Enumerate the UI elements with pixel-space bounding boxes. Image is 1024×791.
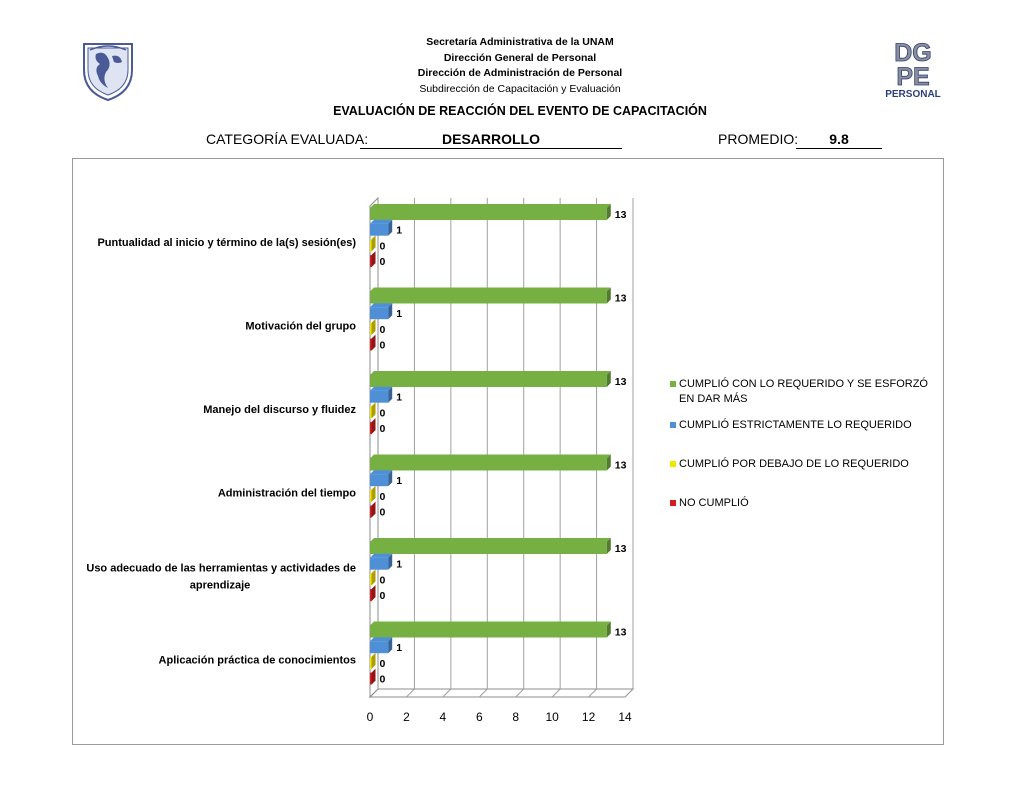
data-label: 13 (614, 292, 627, 305)
data-label: 13 (614, 459, 627, 472)
bar-top-face (370, 622, 611, 626)
data-label: 0 (379, 574, 386, 587)
bar (370, 459, 607, 471)
category-label: Manejo del discurso y fluidez (203, 404, 356, 416)
bar-end-face (372, 319, 376, 335)
bar (370, 208, 607, 220)
category-label: CATEGORÍA EVALUADA: (206, 131, 369, 147)
document-title: EVALUACIÓN DE REACCIÓN DEL EVENTO DE CAPACITACIÓN (333, 104, 707, 118)
bar (370, 224, 388, 236)
x-tick-label: 14 (618, 710, 632, 724)
category-label: Puntualidad al inicio y término de la(s) sesión(es) (97, 237, 356, 249)
data-label: 13 (614, 376, 627, 388)
data-label: 0 (379, 339, 386, 352)
x-tick-label: 10 (545, 710, 559, 724)
x-tick-label: 6 (475, 710, 483, 724)
category-label: aprendizaje (189, 579, 251, 592)
gridline-floor (406, 689, 414, 697)
bar (370, 339, 372, 351)
category-label: Uso adecuado de las herramientas y actividades de (86, 562, 356, 575)
data-label: 13 (614, 209, 627, 221)
legend-swatch-yellow (670, 461, 676, 467)
legend-label: NO CUMPLIÓ (679, 497, 749, 509)
data-label: 0 (379, 490, 386, 503)
data-label: 1 (396, 391, 403, 404)
chart-floor (370, 689, 633, 697)
gridline-floor (516, 689, 524, 697)
header-line-1: Secretaría Administrativa de la UNAM (426, 36, 614, 48)
bar (370, 307, 388, 319)
bar-top-face (370, 371, 611, 375)
bar (370, 391, 388, 403)
average-value: 9.8 (796, 131, 882, 149)
data-label: 0 (379, 323, 386, 336)
bar-end-face (372, 418, 376, 434)
legend-swatch-green (670, 381, 676, 387)
data-label: 0 (379, 256, 386, 269)
x-tick-label: 8 (512, 710, 520, 724)
bar (370, 506, 372, 518)
data-label: 0 (379, 506, 386, 519)
bar (370, 406, 372, 418)
bar-end-face (372, 486, 376, 502)
legend-label: CUMPLIÓ ESTRICTAMENTE LO REQUERIDO (679, 419, 912, 431)
data-label: 0 (379, 673, 386, 686)
bar (370, 490, 372, 502)
bar (370, 558, 388, 570)
legend-swatch-blue (670, 422, 676, 428)
logo-dg-text: DG (894, 39, 932, 67)
bar-top-face (370, 288, 611, 292)
data-label: 1 (396, 475, 403, 488)
x-tick-label: 4 (439, 710, 447, 724)
logo-pe-text: PE (896, 63, 930, 91)
bar (370, 573, 372, 585)
x-tick-label: 2 (403, 710, 410, 724)
data-label: 0 (379, 407, 386, 420)
header-line-4: Subdirección de Capacitación y Evaluación (419, 82, 621, 95)
data-label: 1 (396, 642, 403, 655)
bar (370, 375, 607, 387)
category-label: Motivación del grupo (245, 320, 356, 333)
bar (370, 239, 372, 251)
bar (370, 641, 388, 653)
data-label: 1 (396, 224, 403, 237)
bar-end-face (372, 569, 376, 585)
bar-end-face (372, 251, 376, 267)
bar-end-face (372, 585, 376, 601)
data-label: 0 (379, 423, 386, 436)
bar (370, 542, 607, 554)
gridline-floor (443, 689, 451, 697)
x-tick-label: 0 (366, 710, 374, 724)
category-value: DESARROLLO (360, 131, 622, 149)
data-label: 13 (614, 543, 627, 555)
data-label: 0 (379, 590, 386, 603)
gridline-floor (479, 689, 487, 697)
data-label: 1 (396, 558, 403, 571)
bar-end-face (372, 653, 376, 669)
bar (370, 255, 372, 267)
data-label: 13 (614, 626, 627, 639)
bar (370, 673, 372, 685)
gridline-floor (552, 689, 560, 697)
legend-label: CUMPLIÓ CON LO REQUERIDO Y SE ESFORZÓ EN DAR MÁS (679, 378, 928, 405)
legend-label: CUMPLIÓ POR DEBAJO DE LO REQUERIDO (679, 458, 909, 470)
category-label: Aplicación práctica de conocimientos (158, 654, 356, 667)
gridline-floor (625, 689, 633, 697)
bar (370, 292, 607, 304)
bar-end-face (372, 335, 376, 351)
bar (370, 657, 372, 669)
bar-end-face (372, 402, 376, 418)
bar-top-face (370, 455, 611, 459)
bar (370, 474, 388, 486)
bar (370, 626, 607, 638)
data-label: 0 (379, 657, 386, 670)
gridline-floor (589, 689, 597, 697)
header-line-2: Dirección General de Personal (443, 51, 597, 64)
x-tick-label: 12 (581, 710, 596, 724)
header-line-3: Dirección de Administración de Personal (417, 67, 623, 79)
bar-end-face (372, 502, 376, 518)
logo-personal-text: PERSONAL (885, 89, 941, 100)
bar (370, 323, 372, 335)
bar-top-face (370, 204, 611, 208)
bar-end-face (372, 669, 376, 685)
category-label: Administración del tiempo (217, 487, 356, 500)
bar (370, 589, 372, 601)
bar-end-face (372, 235, 376, 251)
average-label: PROMEDIO: (718, 131, 799, 147)
data-label: 1 (396, 308, 403, 321)
legend-swatch-red (670, 500, 676, 506)
data-label: 0 (379, 240, 386, 253)
bar (370, 422, 372, 434)
bar-top-face (370, 538, 611, 542)
